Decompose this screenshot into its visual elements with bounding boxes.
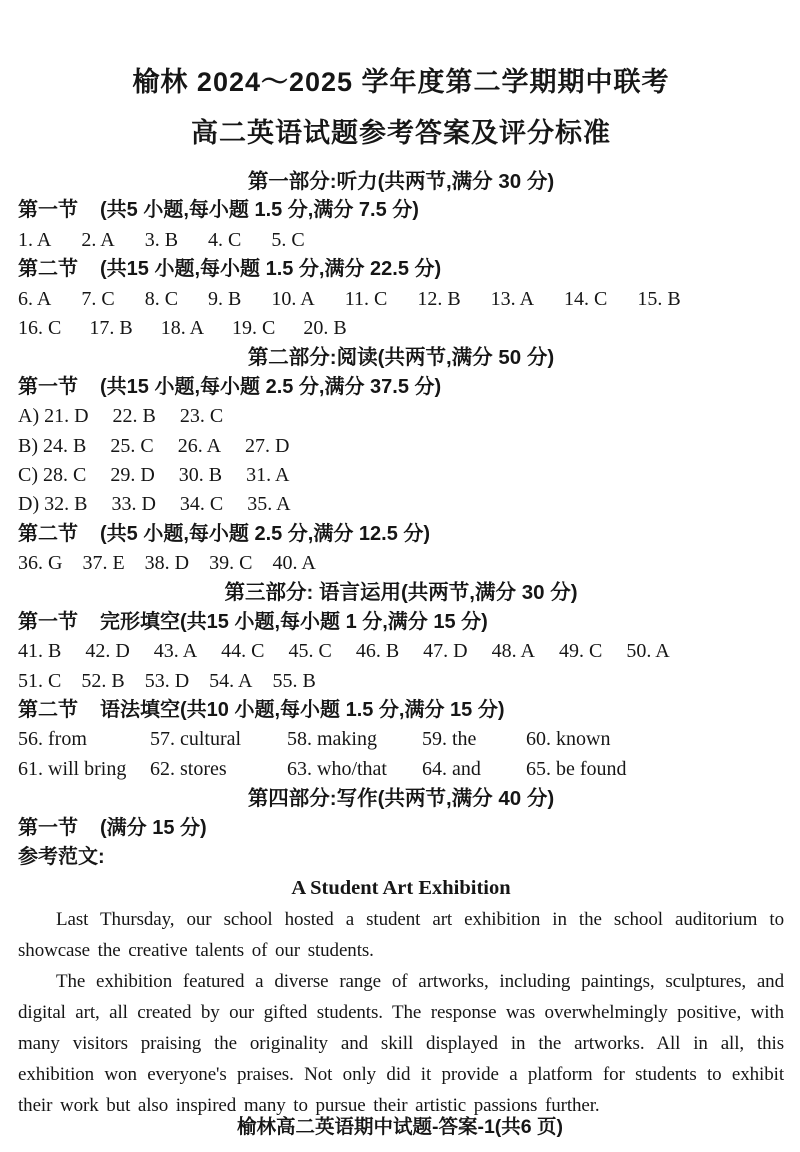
answers-passage-a: [18, 402, 784, 431]
answers-16-20: [18, 314, 784, 343]
essay-paragraph-2: The exhibition featured a diverse range of artworks, including paintings, sculptures, and digital art, all created by our gifted students. The response was overwhelmingly positive, with many visitors praising the originality and skill displayed in the artworks. All in all, this exhibition won everyone's praises. Not only did it provide a platform for students to exhibit their work but also inspired many to pursue their artistic passions further.: [18, 971, 784, 1117]
part4-section1-header: [18, 814, 784, 843]
answers-passage-d: [18, 490, 784, 519]
section-label: 第一节: [18, 816, 78, 839]
answer-item: 20. B: [303, 316, 347, 339]
answer-item: 47. D: [423, 640, 468, 663]
answer-item: 39. C: [209, 552, 253, 575]
answer-item: 11. C: [344, 287, 388, 310]
section-label: 第二节: [18, 258, 78, 281]
answer-item: 42. D: [85, 640, 130, 663]
answers-51-55: [18, 667, 784, 696]
answer-item: 49. C: [558, 640, 603, 663]
answer-item: 19. C: [232, 316, 276, 339]
answer-item: 37. E: [82, 552, 125, 575]
answer-item: 64. and: [422, 757, 481, 780]
answer-item: 18. A: [160, 316, 205, 339]
answers-61-65: [18, 755, 784, 784]
answer-item: C) 28. C: [18, 463, 87, 486]
answers-56-60: [18, 725, 784, 754]
answer-item: 12. B: [417, 287, 461, 310]
answer-item: 55. B: [272, 669, 316, 692]
answer-item: 46. B: [355, 640, 400, 663]
answer-item: 34. C: [179, 493, 224, 516]
answers-passage-c: [18, 461, 784, 490]
answer-item: 35. A: [247, 493, 291, 516]
part2-heading: 第二部分:阅读(共两节,满分 50 分): [247, 346, 555, 370]
essay-paragraph-1: Last Thursday, our school hosted a student art exhibition in the school auditorium to showcase the creative talents of our students.: [18, 909, 784, 962]
answer-item: 29. D: [110, 463, 155, 486]
answer-item: 9. B: [208, 287, 242, 310]
answers-1-5: [18, 226, 784, 255]
answers-41-50: [18, 637, 784, 666]
answer-item: 50. A: [626, 640, 670, 663]
answer-item: 63. who/that: [287, 757, 387, 780]
answer-item: 54. A: [209, 669, 253, 692]
part1-heading: 第一部分:听力(共两节,满分 30 分): [247, 170, 555, 193]
section-desc: 完形填空(共15 小题,每小题 1 分,满分 15 分): [100, 610, 488, 633]
part1-section1-header: [18, 196, 784, 225]
answer-item: 45. C: [288, 640, 332, 663]
section-desc: (共5 小题,每小题 2.5 分,满分 12.5 分): [100, 522, 431, 545]
answer-item: 61. will bring: [18, 757, 127, 780]
section-label: 第一节: [18, 199, 78, 222]
section-desc: (共15 小题,每小题 2.5 分,满分 37.5 分): [100, 375, 442, 398]
section-desc: (满分 15 分): [100, 816, 207, 839]
answer-item: 26. A: [177, 434, 222, 457]
answer-item: 30. B: [178, 463, 223, 486]
answer-item: 53. D: [144, 669, 190, 692]
answer-item: 31. A: [246, 463, 290, 486]
part4-heading: 第四部分:写作(共两节,满分 40 分): [247, 787, 555, 811]
page-footer: 榆林高二英语期中试题-答案-1(共6 页): [236, 1116, 564, 1138]
answer-item: 17. B: [89, 316, 133, 339]
part3-section1-header: [18, 608, 784, 637]
answer-item: B) 24. B: [18, 434, 87, 457]
answer-item: 10. A: [271, 287, 315, 310]
answers-36-40: [18, 549, 784, 578]
answer-item: 58. making: [287, 728, 377, 751]
answer-item: 7. C: [81, 287, 115, 310]
answer-item: 2. A: [81, 228, 115, 251]
part3-heading: 第三部分: 语言运用(共两节,满分 30 分): [224, 581, 578, 605]
section-desc: (共5 小题,每小题 1.5 分,满分 7.5 分): [100, 199, 419, 222]
sample-essay-label: 参考范文:: [18, 845, 105, 868]
answer-item: 60. known: [526, 728, 611, 751]
section-label: 第二节: [18, 522, 78, 545]
answer-item: 1. A: [18, 228, 52, 251]
part2-section2-header: [18, 520, 784, 549]
part1-section2-header: [18, 255, 784, 284]
answer-item: 25. C: [110, 434, 154, 457]
section-label: 第一节: [18, 375, 78, 398]
answer-item: D) 32. B: [18, 493, 88, 516]
answer-item: 51. C: [18, 669, 62, 692]
answer-item: 23. C: [179, 405, 224, 428]
answer-item: 44. C: [221, 640, 265, 663]
answer-item: 5. C: [271, 228, 305, 251]
part3-section2-header: [18, 696, 784, 725]
answer-item: 38. D: [144, 552, 190, 575]
answer-item: 36. G: [18, 552, 63, 575]
answer-item: 65. be found: [526, 757, 627, 780]
answer-item: 27. D: [245, 434, 290, 457]
answer-item: 43. A: [153, 640, 198, 663]
section-label: 第二节: [18, 699, 78, 722]
answer-item: 40. A: [272, 552, 316, 575]
answer-item: 13. A: [490, 287, 535, 310]
answer-item: 4. C: [208, 228, 242, 251]
answer-item: 33. D: [111, 493, 156, 516]
answer-item: 48. A: [491, 640, 535, 663]
answer-item: 6. A: [18, 287, 52, 310]
answer-item: 15. B: [637, 287, 681, 310]
answer-item: 41. B: [18, 640, 62, 663]
answer-item: 8. C: [144, 287, 179, 310]
part2-section1-header: [18, 373, 784, 402]
answer-item: 22. B: [112, 405, 156, 428]
section-label: 第一节: [18, 610, 78, 633]
answer-item: 3. B: [144, 228, 179, 251]
answer-item: 57. cultural: [150, 728, 242, 751]
answer-item: A) 21. D: [18, 405, 89, 428]
section-desc: 语法填空(共10 小题,每小题 1.5 分,满分 15 分): [100, 699, 505, 722]
answer-item: 52. B: [81, 669, 125, 692]
page-title: 榆林 2024～2025 学年度第二学期期中联考: [132, 67, 670, 97]
answer-item: 14. C: [564, 287, 608, 310]
answer-item: 59. the: [422, 728, 477, 751]
section-desc: (共15 小题,每小题 1.5 分,满分 22.5 分): [100, 258, 442, 281]
answers-6-15: [18, 285, 784, 314]
answer-item: 56. from: [18, 728, 87, 751]
answer-item: 16. C: [18, 316, 62, 339]
answers-passage-b: [18, 432, 784, 461]
page-subtitle: 高二英语试题参考答案及评分标准: [191, 118, 611, 148]
essay-title: A Student Art Exhibition: [291, 877, 511, 900]
answer-item: 62. stores: [150, 757, 227, 780]
